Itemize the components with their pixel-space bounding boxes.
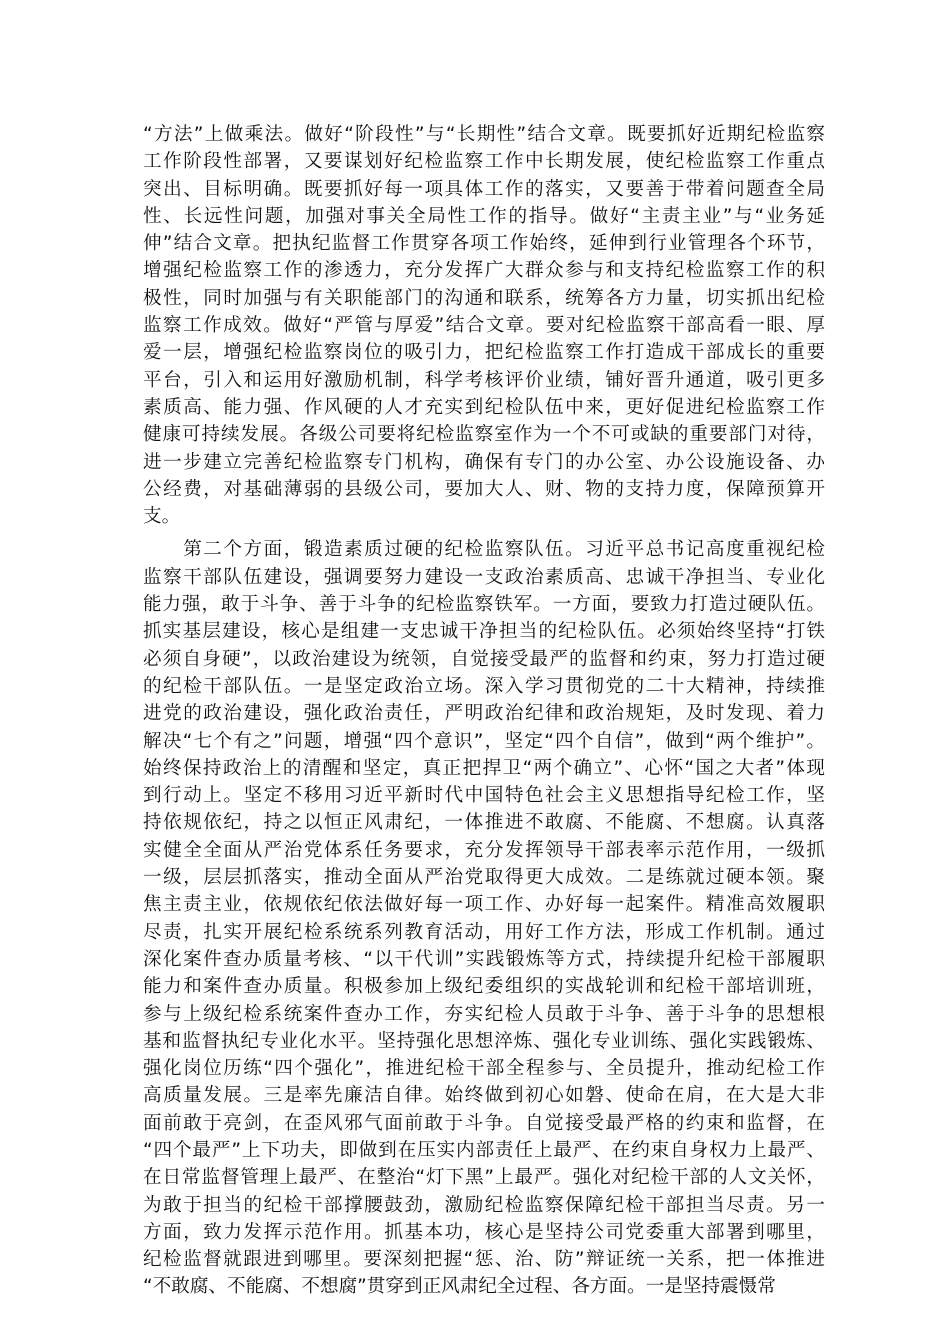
text-line: 实健全全面从严治党体系任务要求，充分发挥领导干部表率示范作用，一级抓 [143, 839, 825, 861]
text-line: 抓实基层建设，核心是组建一支忠诚干净担当的纪检队伍。必须始终坚持“打铁 [143, 621, 825, 643]
text-line: 尽责，扎实开展纪检系统系列教育活动，用好工作方法，形成工作机制。通过 [143, 921, 825, 943]
text-line: “方法”上做乘法。做好“阶段性”与“长期性”结合文章。既要抓好近期纪检监察 [143, 124, 825, 145]
text-line: 支。 [143, 506, 181, 528]
text-line: 进一步建立完善纪检监察专门机构，确保有专门的办公室、办公设施设备、办 [143, 451, 825, 473]
text-line: 进党的政治建设，强化政治责任，严明政治纪律和政治规矩，及时发现、着力 [143, 703, 825, 725]
text-line: 强化岗位历练“四个强化”，推进纪检干部全程参与、全员提升，推动纪检工作 [143, 1058, 825, 1080]
text-line: “不敢腐、不能腐、不想腐”贯穿到正风肃纪全过程、各方面。一是坚持震慑常 [143, 1276, 776, 1298]
text-line: 参与上级纪检系统案件查办工作，夯实纪检人员敢于斗争、善于斗争的思想根 [143, 1003, 825, 1025]
text-line: 到行动上。坚定不移用习近平新时代中国特色社会主义思想指导纪检工作，坚 [143, 785, 825, 807]
text-line: 深化案件查办质量考核、“以干代训”实践锻炼等方式，持续提升纪检干部履职 [143, 948, 825, 970]
text-line: 平台，引入和运用好激励机制，科学考核评价业绩，铺好晋升通道，吸引更多 [143, 369, 825, 391]
text-line: 方面，致力发挥示范作用。抓基本功，核心是坚持公司党委重大部署到哪里， [143, 1221, 825, 1243]
text-line: 工作阶段性部署，又要谋划好纪检监察工作中长期发展，使纪检监察工作重点 [143, 151, 825, 173]
text-line: 的纪检干部队伍。一是坚定政治立场。深入学习贯彻党的二十大精神，持续推 [143, 675, 825, 697]
text-line: 健康可持续发展。各级公司要将纪检监察室作为一个不可或缺的重要部门对待， [143, 424, 825, 446]
text-line: 伸”结合文章。把执纪监督工作贯穿各项工作始终，延伸到行业管理各个环节， [143, 233, 825, 255]
text-line: 增强纪检监察工作的渗透力，充分发挥广大群众参与和支持纪检监察工作的积 [143, 260, 825, 282]
text-line: 高质量发展。三是率先廉洁自律。始终做到初心如磐、使命在肩，在大是大非 [143, 1085, 825, 1107]
text-line: 始终保持政治上的清醒和坚定，真正把捍卫“两个确立”、心怀“国之大者”体现 [143, 757, 825, 779]
text-line: 监察干部队伍建设，强调要努力建设一支政治素质高、忠诚干净担当、专业化 [143, 566, 825, 588]
text-line: 第二个方面，锻造素质过硬的纪检监察队伍。习近平总书记高度重视纪检 [143, 539, 825, 561]
text-line: 纪检监督就跟进到哪里。要深刻把握“惩、治、防”辩证统一关系，把一体推进 [143, 1249, 825, 1271]
text-line: 性、长远性问题，加强对事关全局性工作的指导。做好“主责主业”与“业务延 [143, 205, 825, 227]
text-line: 一级，层层抓落实，推动全面从严治党取得更大成效。二是练就过硬本领。聚 [143, 867, 825, 889]
text-line: 在日常监督管理上最严、在整治“灯下黑”上最严。强化对纪检干部的人文关怀， [143, 1167, 825, 1189]
text-line: 焦主责主业，依规依纪依法做好每一项工作、办好每一起案件。精准高效履职 [143, 894, 825, 916]
text-line: 极性，同时加强与有关职能部门的沟通和联系，统筹各方力量，切实抓出纪检 [143, 287, 825, 309]
text-line: 爱一层，增强纪检监察岗位的吸引力，把纪检监察工作打造成干部成长的重要 [143, 342, 825, 364]
text-line: 公经费，对基础薄弱的县级公司，要加大人、财、物的支持力度，保障预算开 [143, 478, 825, 500]
text-line: 监察工作成效。做好“严管与厚爱”结合文章。要对纪检监察干部高看一眼、厚 [143, 315, 825, 337]
text-line: 突出、目标明确。既要抓好每一项具体工作的落实，又要善于带着问题查全局 [143, 178, 825, 200]
text-line: 解决“七个有之”问题，增强“四个意识”，坚定“四个自信”，做到“两个维护”。 [143, 730, 825, 752]
text-line: 基和监督执纪专业化水平。坚持强化思想淬炼、强化专业训练、强化实践锻炼、 [143, 1030, 825, 1052]
text-line: “四个最严”上下功夫，即做到在压实内部责任上最严、在约束自身权力上最严、 [143, 1139, 825, 1161]
document-page [143, 121, 825, 1301]
paragraph-1 [143, 121, 825, 530]
paragraph-2 [143, 536, 825, 1300]
text-line: 必须自身硬”，以政治建设为统领，自觉接受最严的监督和约束，努力打造过硬 [143, 648, 825, 670]
text-line: 能力强，敢于斗争、善于斗争的纪检监察铁军。一方面，要致力打造过硬队伍。 [143, 594, 825, 616]
text-line: 面前敢于亮剑，在歪风邪气面前敢于斗争。自觉接受最严格的约束和监督，在 [143, 1112, 825, 1134]
text-line: 能力和案件查办质量。积极参加上级纪委组织的实战轮训和纪检干部培训班， [143, 976, 825, 998]
text-line: 持依规依纪，持之以恒正风肃纪，一体推进不敢腐、不能腐、不想腐。认真落 [143, 812, 825, 834]
text-line: 素质高、能力强、作风硬的人才充实到纪检队伍中来，更好促进纪检监察工作 [143, 396, 825, 418]
text-line: 为敢于担当的纪检干部撑腰鼓劲，激励纪检监察保障纪检干部担当尽责。另一 [143, 1194, 825, 1216]
